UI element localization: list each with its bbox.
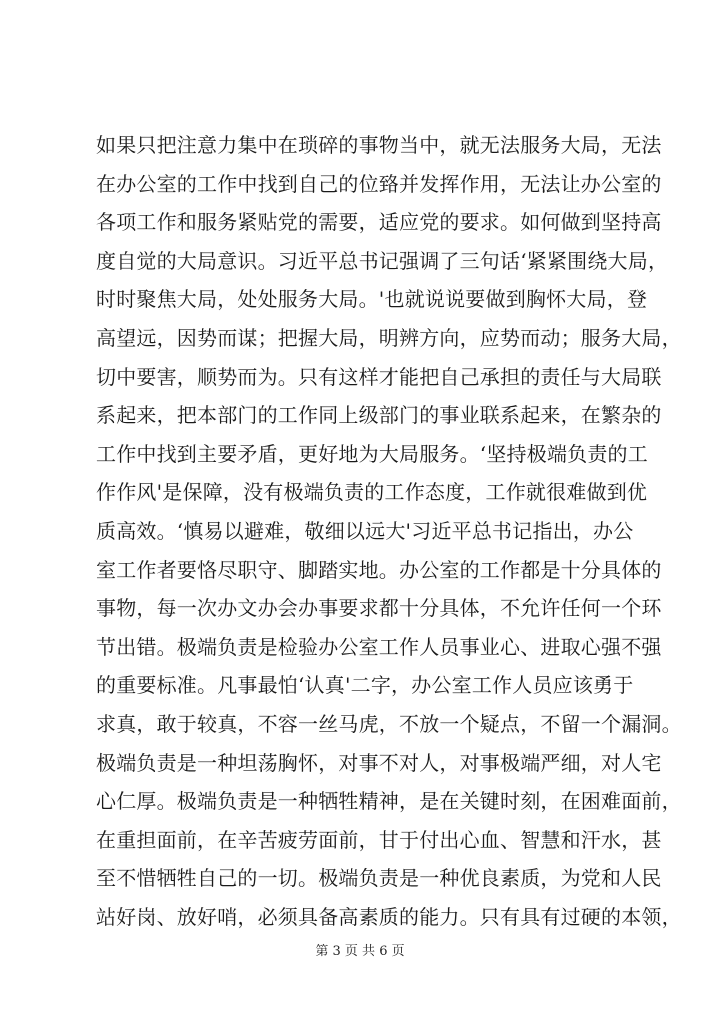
text-line: 的重要标准。凡事最怕‘认真'二字，办公室工作人员应该勇于 — [96, 673, 634, 698]
text-line: 如果只把注意力集中在琐碎的事物当中，就无法服务大局，无法 — [96, 133, 662, 157]
text-line: 在办公室的工作中找到自己的位臵并发挥作用，无法让办公室的 — [96, 171, 662, 196]
text-line: 度自觉的大局意识。习近平总书记强调了三句话‘紧紧围绕大局， — [96, 248, 669, 273]
text-line: 心仁厚。极端负责是一种牺牲精神，是在关键时刻，在困难面前， — [96, 789, 682, 814]
text-line: 事物，每一次办文办会办事要求都十分具体，不允许任何一个环 — [96, 596, 662, 621]
text-line: 高望远，因势而谋；把握大局，明辨方向，应势而动；服务大局， — [96, 325, 682, 350]
text-line: 质高效。‘慎易以避难，敬细以远大'习近平总书记指出，办公 — [96, 518, 634, 543]
text-line: 求真，敢于较真，不容一丝马虎，不放一个疑点，不留一个漏洞。 — [96, 711, 682, 736]
text-line: 作作风'是保障，没有极端负责的工作态度，工作就很难做到优 — [96, 480, 648, 505]
text-line: 时时聚焦大局，处处服务大局。'也就说说要做到胸怀大局，登 — [96, 287, 648, 312]
text-line: 至不惜牺牲自己的一切。极端负责是一种优良素质，为党和人民 — [96, 866, 662, 891]
text-line: 室工作者要恪尽职守、脚踏实地。办公室的工作都是十分具体的 — [96, 557, 662, 582]
text-line: 各项工作和服务紧贴党的需要，适应党的要求。如何做到坚持高 — [96, 210, 662, 235]
text-line: 在重担面前，在辛苦疲劳面前，甘于付出心血、智慧和汗水，甚 — [96, 827, 662, 852]
text-line: 工作中找到主要矛盾，更好地为大局服务。‘坚持极端负责的工 — [96, 441, 648, 466]
text-line: 切中要害，顺势而为。只有这样才能把自己承担的责任与大局联 — [96, 364, 662, 389]
text-line: 极端负责是一种坦荡胸怀，对事不对人，对事极端严细，对人宅 — [96, 750, 662, 775]
text-line: 节出错。极端负责是检验办公室工作人员事业心、进取心强不强 — [96, 634, 662, 659]
body-text — [96, 126, 682, 936]
page-number-footer: 第 3 页 共 6 页 — [315, 944, 405, 959]
text-line: 站好岗、放好哨，必须具备高素质的能力。只有具有过硬的本领， — [96, 904, 682, 929]
text-line: 系起来，把本部门的工作同上级部门的事业联系起来，在繁杂的 — [96, 403, 662, 428]
